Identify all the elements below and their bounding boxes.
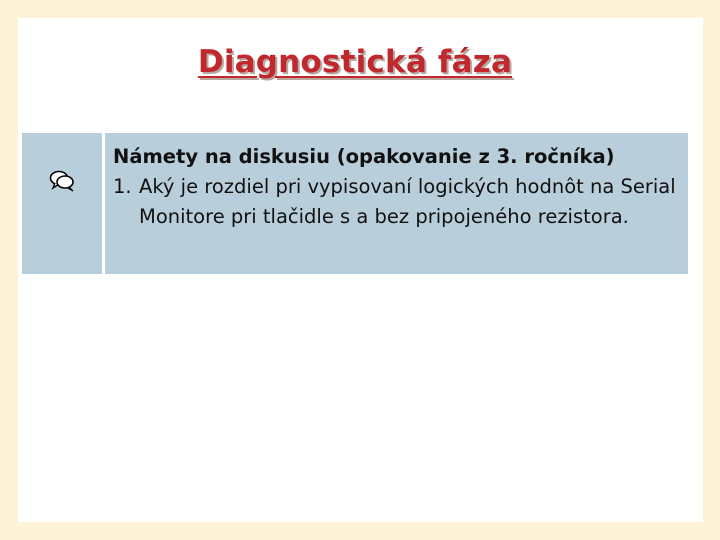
list-item-text: Aký je rozdiel pri vypisovaní logických hodnôt na Serial Monitore pri tlačidle s a bez pripojeného rezistora. [139, 175, 676, 228]
list-item [113, 172, 688, 232]
text-cell [105, 133, 688, 274]
list-item-number: 1. [113, 175, 132, 198]
icon-cell [22, 133, 105, 274]
discussion-table [22, 133, 688, 274]
slide-title: Diagnostická fáza [197, 44, 513, 80]
speech-bubbles-icon [49, 170, 75, 192]
discussion-heading: Námety na diskusiu (opakovanie z 3. ročníka) [113, 145, 615, 168]
